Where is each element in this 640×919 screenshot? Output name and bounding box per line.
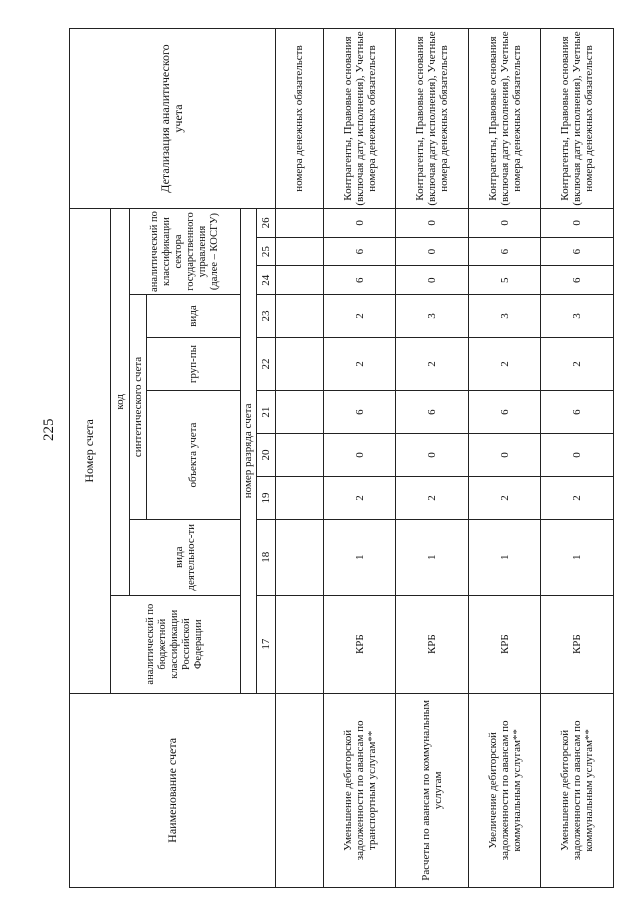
digit-19: 19 <box>256 476 275 519</box>
accounts-table <box>69 28 614 888</box>
header-group: груп-пы <box>146 337 240 390</box>
digit-24: 24 <box>256 266 275 295</box>
cell-26: 0 <box>468 209 541 238</box>
cell-empty <box>275 519 323 595</box>
cell-22: 2 <box>396 337 469 390</box>
cell-21: 6 <box>396 391 469 434</box>
cell-23: 3 <box>468 295 541 338</box>
cell-20: 0 <box>396 434 469 477</box>
detail-cell: Контрагенты, Правовые основания (включая дату исполнения), Учетные номера денежных обязательств <box>541 29 614 209</box>
cell-18: 1 <box>468 519 541 595</box>
rotated-table-wrapper <box>69 28 614 888</box>
cell-19: 2 <box>468 476 541 519</box>
cell-18: 1 <box>323 519 396 595</box>
cell-empty <box>275 337 323 390</box>
cell-20: 0 <box>323 434 396 477</box>
cell-26: 0 <box>396 209 469 238</box>
detail-cell: номера денежных обязательств <box>275 29 323 209</box>
cell-25: 6 <box>468 237 541 266</box>
cell-17: КРБ <box>323 595 396 693</box>
header-account-number: Номер счета <box>70 209 111 694</box>
cell-24: 5 <box>468 266 541 295</box>
cell-26: 0 <box>323 209 396 238</box>
cell-17: КРБ <box>468 595 541 693</box>
table-row-continuation <box>275 29 323 888</box>
account-name-cell: Увеличение дебиторской задолженности по авансам по коммунальным услугам** <box>468 693 541 887</box>
cell-empty <box>275 693 323 887</box>
digit-20: 20 <box>256 434 275 477</box>
cell-17: КРБ <box>541 595 614 693</box>
cell-20: 0 <box>541 434 614 477</box>
detail-cell: Контрагенты, Правовые основания (включая дату исполнения), Учетные номера денежных обязательств <box>468 29 541 209</box>
cell-23: 3 <box>541 295 614 338</box>
cell-empty <box>275 476 323 519</box>
cell-23: 3 <box>396 295 469 338</box>
header-kind: вида <box>146 295 240 338</box>
header-analytic-budget: аналитический по бюджетной классификации Российской Федерации <box>110 595 240 693</box>
cell-22: 2 <box>323 337 396 390</box>
header-kosgu: аналитический по классификации сектора государственного управления (далее – КОСГУ) <box>129 209 240 295</box>
digit-17: 17 <box>256 595 275 693</box>
cell-24: 0 <box>396 266 469 295</box>
digit-26: 26 <box>256 209 275 238</box>
cell-25: 0 <box>396 237 469 266</box>
header-synthetic: синтетического счета <box>129 295 146 520</box>
cell-21: 6 <box>323 391 396 434</box>
cell-18: 1 <box>396 519 469 595</box>
cell-empty <box>275 295 323 338</box>
header-digit-number: номер разряда счета <box>240 209 256 694</box>
cell-26: 0 <box>541 209 614 238</box>
cell-24: 6 <box>323 266 396 295</box>
cell-19: 2 <box>323 476 396 519</box>
table-row <box>323 29 396 888</box>
cell-19: 2 <box>541 476 614 519</box>
cell-empty <box>275 595 323 693</box>
cell-empty <box>275 237 323 266</box>
cell-17: КРБ <box>396 595 469 693</box>
cell-25: 6 <box>541 237 614 266</box>
cell-25: 6 <box>323 237 396 266</box>
digit-18: 18 <box>256 519 275 595</box>
table-row <box>468 29 541 888</box>
cell-22: 2 <box>541 337 614 390</box>
digit-25: 25 <box>256 237 275 266</box>
digit-21: 21 <box>256 391 275 434</box>
cell-empty <box>275 209 323 238</box>
detail-cell: Контрагенты, Правовые основания (включая дату исполнения), Учетные номера денежных обязательств <box>396 29 469 209</box>
digit-23: 23 <box>256 295 275 338</box>
detail-cell: Контрагенты, Правовые основания (включая дату исполнения), Учетные номера денежных обязательств <box>323 29 396 209</box>
cell-22: 2 <box>468 337 541 390</box>
account-name-cell: Уменьшение дебиторской задолженности по авансам по транспортным услугам** <box>323 693 396 887</box>
table-row <box>541 29 614 888</box>
header-object: объекта учета <box>146 391 240 520</box>
table-row <box>396 29 469 888</box>
cell-21: 6 <box>541 391 614 434</box>
cell-23: 2 <box>323 295 396 338</box>
header-code: код <box>110 209 129 596</box>
header-detail: Детализация аналитического учета <box>70 29 276 209</box>
header-row-1 <box>70 29 111 888</box>
cell-20: 0 <box>468 434 541 477</box>
header-activity-type: вида деятельнос-ти <box>129 519 240 595</box>
cell-19: 2 <box>396 476 469 519</box>
cell-24: 6 <box>541 266 614 295</box>
account-name-cell: Расчеты по авансам по коммунальным услугам <box>396 693 469 887</box>
cell-empty <box>275 266 323 295</box>
digit-22: 22 <box>256 337 275 390</box>
cell-empty <box>275 434 323 477</box>
cell-21: 6 <box>468 391 541 434</box>
account-name-cell: Уменьшение дебиторской задолженности по авансам по коммунальным услугам** <box>541 693 614 887</box>
header-account-name: Наименование счета <box>70 693 276 887</box>
page-number: 225 <box>41 418 57 441</box>
cell-18: 1 <box>541 519 614 595</box>
cell-empty <box>275 391 323 434</box>
